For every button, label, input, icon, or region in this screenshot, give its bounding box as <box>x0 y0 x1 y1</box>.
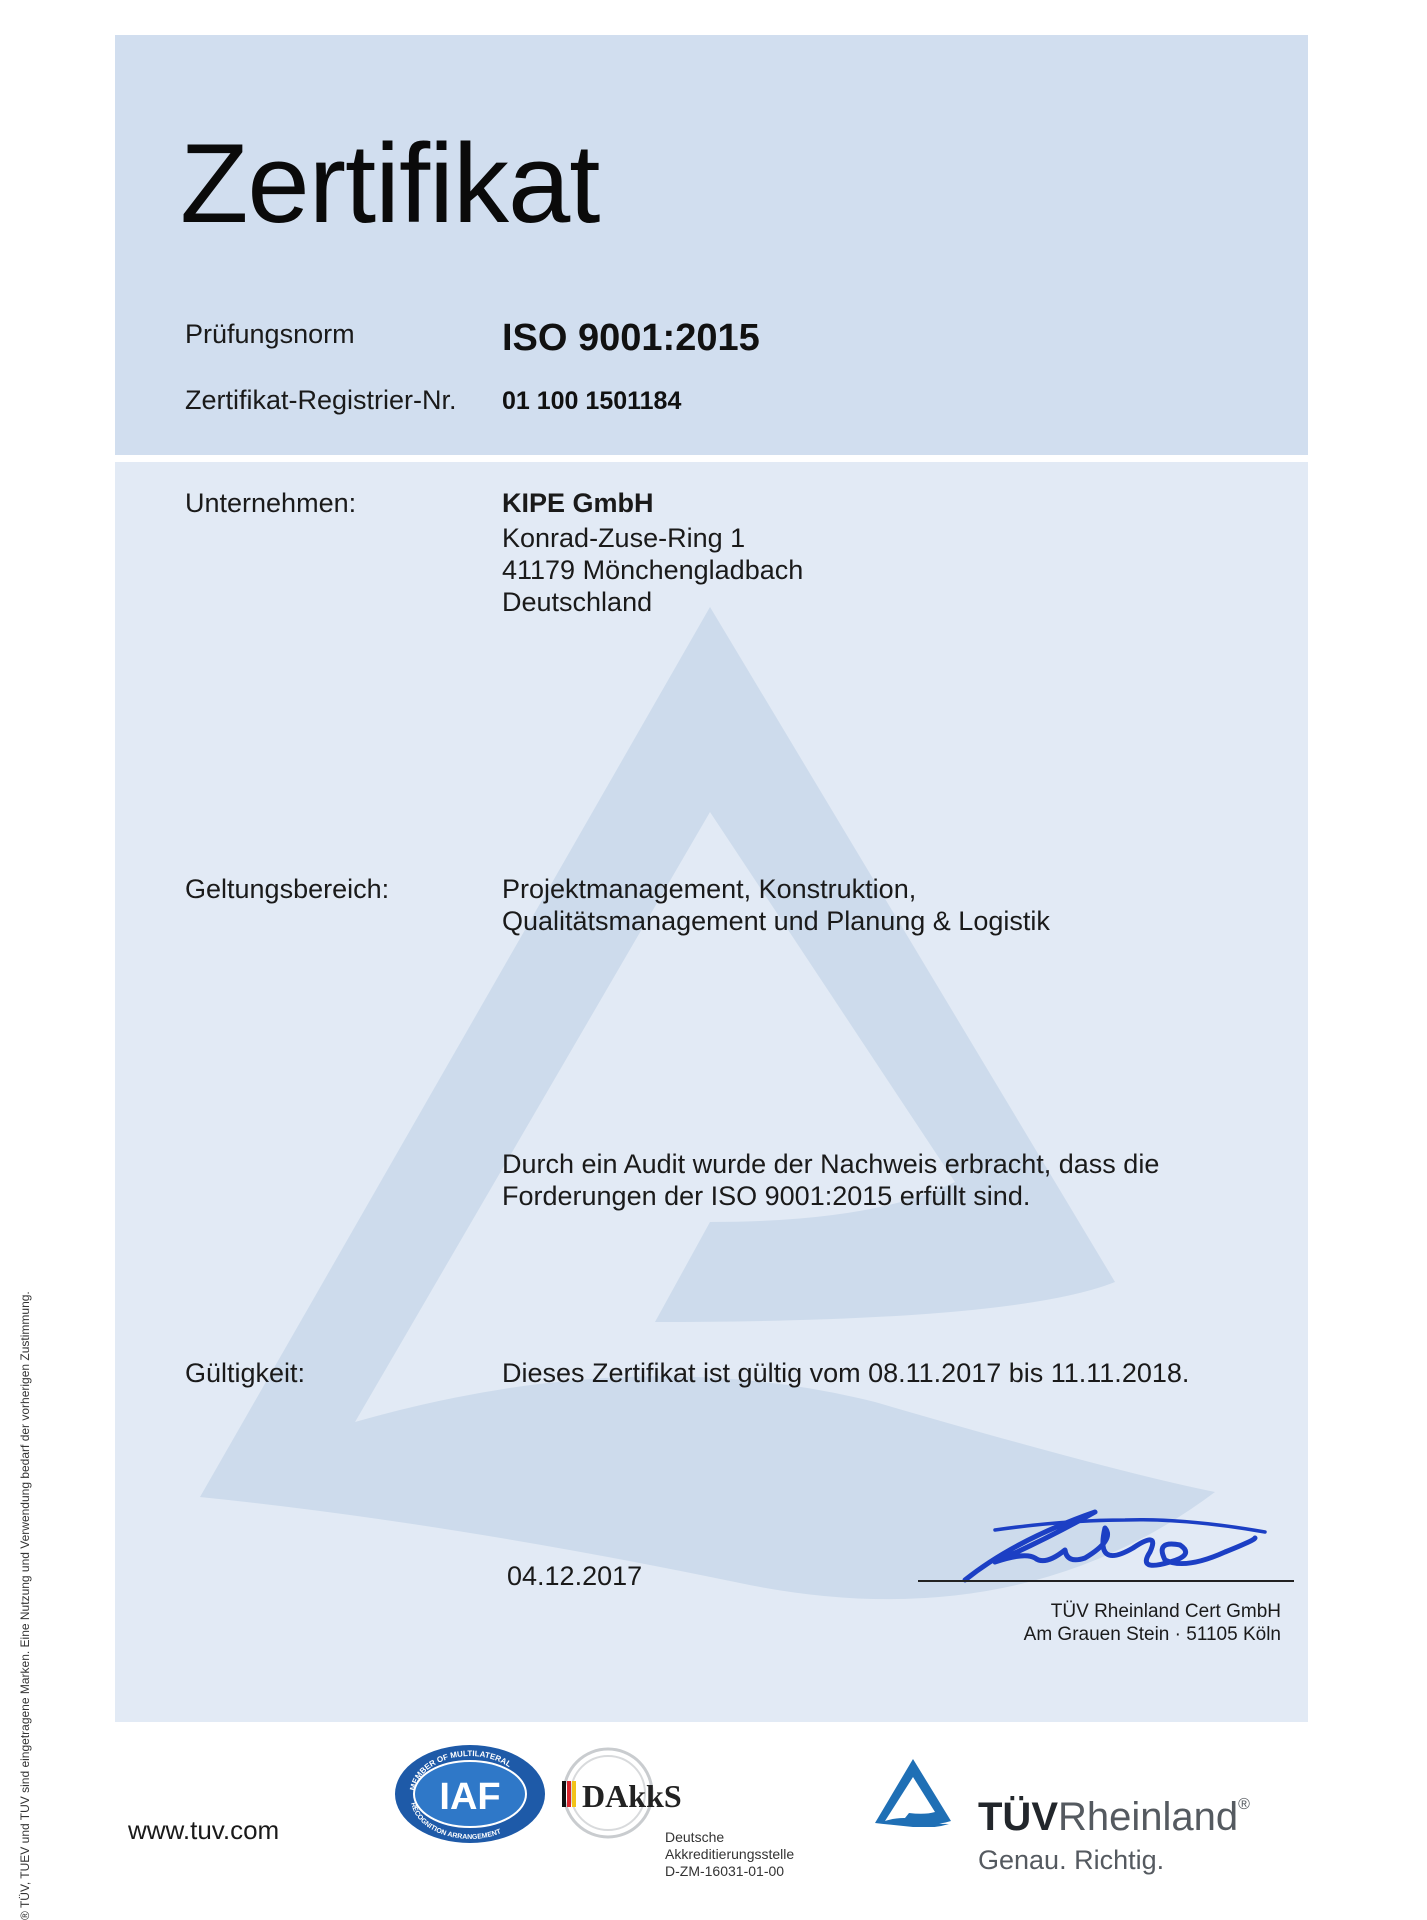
issue-date: 04.12.2017 <box>507 1561 643 1591</box>
dakks-info <box>665 1829 794 1880</box>
audit-line: Durch ein Audit wurde der Nachweis erbracht, dass die <box>502 1149 1160 1179</box>
norm-value: ISO 9001:2015 <box>502 317 760 359</box>
registration-label: Zertifikat-Registrier-Nr. <box>185 385 457 415</box>
dakks-line: Akkreditierungsstelle <box>665 1846 795 1862</box>
issuer-line: TÜV Rheinland Cert GmbH <box>1050 1601 1281 1622</box>
audit-statement <box>502 1148 1159 1212</box>
audit-line: Forderungen der ISO 9001:2015 erfüllt sind. <box>502 1181 1031 1211</box>
svg-text:MEMBER OF MULTILATERAL: MEMBER OF MULTILATERAL <box>408 1749 513 1792</box>
scope-line: Qualitätsmanagement und Planung & Logistik <box>502 906 1050 936</box>
scope-text <box>502 873 1050 937</box>
norm-label: Prüfungsnorm <box>185 319 355 349</box>
dakks-logo-text: DAkkS <box>582 1778 682 1814</box>
signature-scribble-icon <box>955 1500 1285 1590</box>
tuv-brand <box>978 1797 1250 1837</box>
certificate-title: Zertifikat <box>180 121 600 246</box>
issuer-block <box>1024 1600 1281 1646</box>
address-line: Deutschland <box>502 587 653 617</box>
address-line: 41179 Mönchengladbach <box>502 555 804 585</box>
tuv-triangle-logo-icon <box>873 1757 953 1827</box>
tuv-slogan: Genau. Richtig. <box>978 1845 1165 1875</box>
issuer-line: Am Grauen Stein · 51105 Köln <box>1023 1624 1281 1645</box>
scope-line: Projektmanagement, Konstruktion, <box>502 874 917 904</box>
validity-label: Gültigkeit: <box>185 1358 306 1388</box>
validity-text: Dieses Zertifikat ist gültig vom 08.11.2017 bis 11.11.2018. <box>502 1358 1190 1388</box>
address-line: Konrad-Zuse-Ring 1 <box>502 523 746 553</box>
company-name: KIPE GmbH <box>502 488 654 518</box>
website-link[interactable]: www.tuv.com <box>128 1815 280 1845</box>
dakks-line: D-ZM-16031-01-00 <box>665 1863 785 1879</box>
svg-text:RECOGNITION ARRANGEMENT: RECOGNITION ARRANGEMENT <box>409 1801 503 1842</box>
dakks-line: Deutsche <box>665 1829 725 1845</box>
tuv-brand-rest: Rheinland <box>1058 1795 1239 1839</box>
scope-label: Geltungsbereich: <box>185 874 390 904</box>
registration-number: 01 100 1501184 <box>502 387 682 415</box>
signature-line <box>918 1580 1294 1582</box>
trademark-note: ® TÜV, TUEV und TUV sind eingetragene Marken. Eine Nutzung und Verwendung bedarf der vorherigen Zustimmung. <box>18 1291 32 1920</box>
iaf-logo-text: IAF <box>439 1776 501 1818</box>
tuv-brand-bold: TÜV <box>978 1795 1058 1839</box>
iaf-logo-icon <box>393 1743 547 1845</box>
registered-mark: ® <box>1238 1796 1250 1813</box>
company-label: Unternehmen: <box>185 488 357 518</box>
company-address <box>502 522 803 618</box>
